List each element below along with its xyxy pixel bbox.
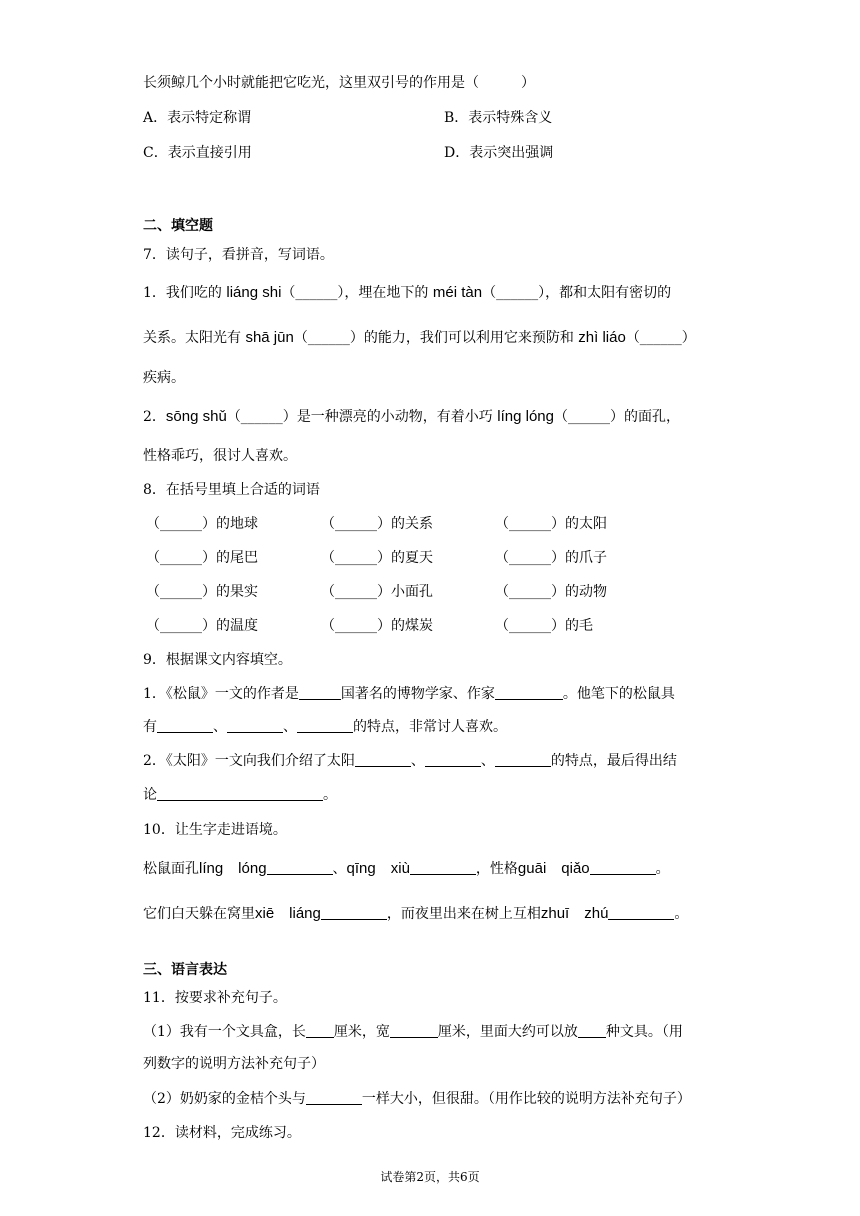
answer-blank[interactable]: （______） bbox=[146, 550, 216, 566]
answer-blank[interactable] bbox=[355, 752, 411, 767]
q10-line-2: 它们白天躲在窝里xiē liáng ，而夜里出来在树上互相zhuī zhú 。 bbox=[143, 905, 689, 922]
pinyin: shā jūn bbox=[245, 329, 294, 346]
answer-blank[interactable] bbox=[157, 786, 323, 801]
q6-option-c: C．表示直接引用 bbox=[143, 145, 252, 161]
q8-item: （______）的太阳 bbox=[495, 516, 607, 532]
answer-blank[interactable]: （______） bbox=[495, 618, 565, 634]
q7-sentence-2-line-2: 性格乖巧，很讨人喜欢。 bbox=[143, 448, 297, 464]
q10-line-1: 松鼠面孔líng lóng 、qīng xiù ，性格guāi qiǎo 。 bbox=[143, 860, 670, 877]
pinyin: líng lóng bbox=[497, 408, 554, 425]
q11-title: 11．按要求补充句子。 bbox=[143, 990, 287, 1006]
q9-item-2-line-1: 2．《太阳》一文向我们介绍了太阳 、 、 的特点，最后得出结 bbox=[143, 753, 677, 769]
q8-item: （______）的地球 bbox=[146, 516, 258, 532]
q8-item: （______）的夏天 bbox=[321, 550, 433, 566]
pinyin: xiē liáng bbox=[255, 905, 321, 922]
q8-item: （______）小面孔 bbox=[321, 584, 433, 600]
answer-blank[interactable] bbox=[495, 752, 551, 767]
answer-blank[interactable] bbox=[495, 685, 563, 700]
q7-sentence-2-line-1: 2．sōng shǔ（______）是一种漂亮的小动物，有着小巧 líng lóng（______）的面孔， bbox=[143, 408, 680, 425]
q11-item-2: （2）奶奶家的金桔个头与 一样大小，但很甜。（用作比较的说明方法补充句子） bbox=[143, 1091, 691, 1107]
pinyin: líng lóng bbox=[199, 860, 267, 877]
q6-option-a: A．表示特定称谓 bbox=[143, 110, 252, 126]
q8-title: 8．在括号里填上合适的词语 bbox=[143, 482, 320, 498]
answer-blank[interactable]: （______） bbox=[321, 516, 391, 532]
q8-item: （______）的温度 bbox=[146, 618, 258, 634]
pinyin: guāi qiǎo bbox=[517, 860, 590, 877]
answer-blank[interactable] bbox=[297, 718, 353, 733]
answer-blank[interactable] bbox=[410, 860, 476, 875]
q10-title: 10．让生字走进语境。 bbox=[143, 822, 287, 838]
answer-blank[interactable]: （______） bbox=[321, 550, 391, 566]
answer-blank[interactable]: （______） bbox=[553, 409, 624, 425]
section-title-language-expression: 三、语言表达 bbox=[143, 962, 227, 978]
q8-item: （______）的关系 bbox=[321, 516, 433, 532]
q9-item-2-line-2: 论 。 bbox=[143, 787, 337, 803]
answer-blank[interactable]: （______） bbox=[146, 516, 216, 532]
q8-item: （______）的煤炭 bbox=[321, 618, 433, 634]
q7-sentence-1-line-3: 疾病。 bbox=[143, 370, 185, 386]
q11-item-1-line-1: （1）我有一个文具盒，长 厘米，宽 厘米，里面大约可以放 种文具。（用 bbox=[143, 1024, 683, 1040]
answer-blank[interactable] bbox=[590, 860, 656, 875]
answer-blank[interactable] bbox=[608, 905, 674, 920]
answer-blank[interactable] bbox=[306, 1090, 362, 1105]
answer-blank[interactable]: （______） bbox=[482, 285, 546, 301]
section-title-fill-in: 二、填空题 bbox=[143, 218, 213, 234]
answer-blank[interactable]: （______） bbox=[146, 618, 216, 634]
answer-blank[interactable]: （______） bbox=[321, 584, 391, 600]
answer-blank[interactable]: （______） bbox=[495, 516, 565, 532]
q8-item: （______）的毛 bbox=[495, 618, 593, 634]
q7-title: 7．读句子，看拼音，写词语。 bbox=[143, 247, 334, 263]
answer-blank[interactable] bbox=[390, 1023, 438, 1038]
q8-item: （______）的果实 bbox=[146, 584, 258, 600]
q8-item: （______）的爪子 bbox=[495, 550, 607, 566]
q12-title: 12．读材料，完成练习。 bbox=[143, 1125, 301, 1141]
answer-blank[interactable] bbox=[299, 685, 341, 700]
pinyin: zhì liáo bbox=[578, 329, 626, 346]
pinyin: liáng shi bbox=[226, 284, 282, 301]
answer-blank[interactable]: （______） bbox=[293, 330, 364, 346]
q11-item-1-line-2: 列数字的说明方法补充句子） bbox=[143, 1056, 325, 1072]
q9-item-1-line-2: 有 、 、 的特点，非常讨人喜欢。 bbox=[143, 719, 507, 735]
q6-option-d: D．表示突出强调 bbox=[444, 145, 554, 161]
answer-blank[interactable] bbox=[321, 905, 387, 920]
q9-item-1-line-1: 1．《松鼠》一文的作者是 国著名的博物学家、作家 。他笔下的松鼠具 bbox=[143, 686, 675, 702]
answer-blank[interactable]: （______） bbox=[281, 285, 345, 301]
answer-blank[interactable]: （______） bbox=[625, 330, 696, 346]
q9-title: 9．根据课文内容填空。 bbox=[143, 652, 292, 668]
answer-blank[interactable]: （______） bbox=[146, 584, 216, 600]
q6-option-b: B．表示特殊含义 bbox=[444, 110, 553, 126]
q8-item: （______）的尾巴 bbox=[146, 550, 258, 566]
answer-blank[interactable] bbox=[157, 718, 213, 733]
q7-sentence-1-line-1: 1．我们吃的 liáng shi（______），埋在地下的 méi tàn（______），都和太阳有密切的 bbox=[143, 284, 672, 301]
q8-item: （______）的动物 bbox=[495, 584, 607, 600]
answer-blank[interactable] bbox=[227, 718, 283, 733]
answer-blank[interactable]: （______） bbox=[495, 550, 565, 566]
pinyin: sōng shǔ bbox=[165, 408, 227, 425]
answer-blank[interactable] bbox=[578, 1023, 606, 1038]
answer-blank[interactable]: （______） bbox=[495, 584, 565, 600]
pinyin: méi tàn bbox=[432, 284, 483, 301]
answer-blank[interactable] bbox=[267, 860, 333, 875]
pinyin: qīng xiù bbox=[346, 860, 410, 877]
q6-stem: 长须鲸几个小时就能把它吃光，这里双引号的作用是（ ） bbox=[143, 75, 535, 91]
answer-blank[interactable]: （______） bbox=[226, 409, 297, 425]
pinyin: zhuī zhú bbox=[540, 905, 609, 922]
q7-sentence-1-line-2: 关系。太阳光有 shā jūn（______）的能力，我们可以利用它来预防和 zhì liáo（______） bbox=[143, 329, 696, 346]
answer-blank[interactable] bbox=[306, 1023, 334, 1038]
answer-blank[interactable] bbox=[425, 752, 481, 767]
page-footer: 试卷第2页，共6页 bbox=[380, 1170, 480, 1184]
answer-blank[interactable]: （______） bbox=[321, 618, 391, 634]
